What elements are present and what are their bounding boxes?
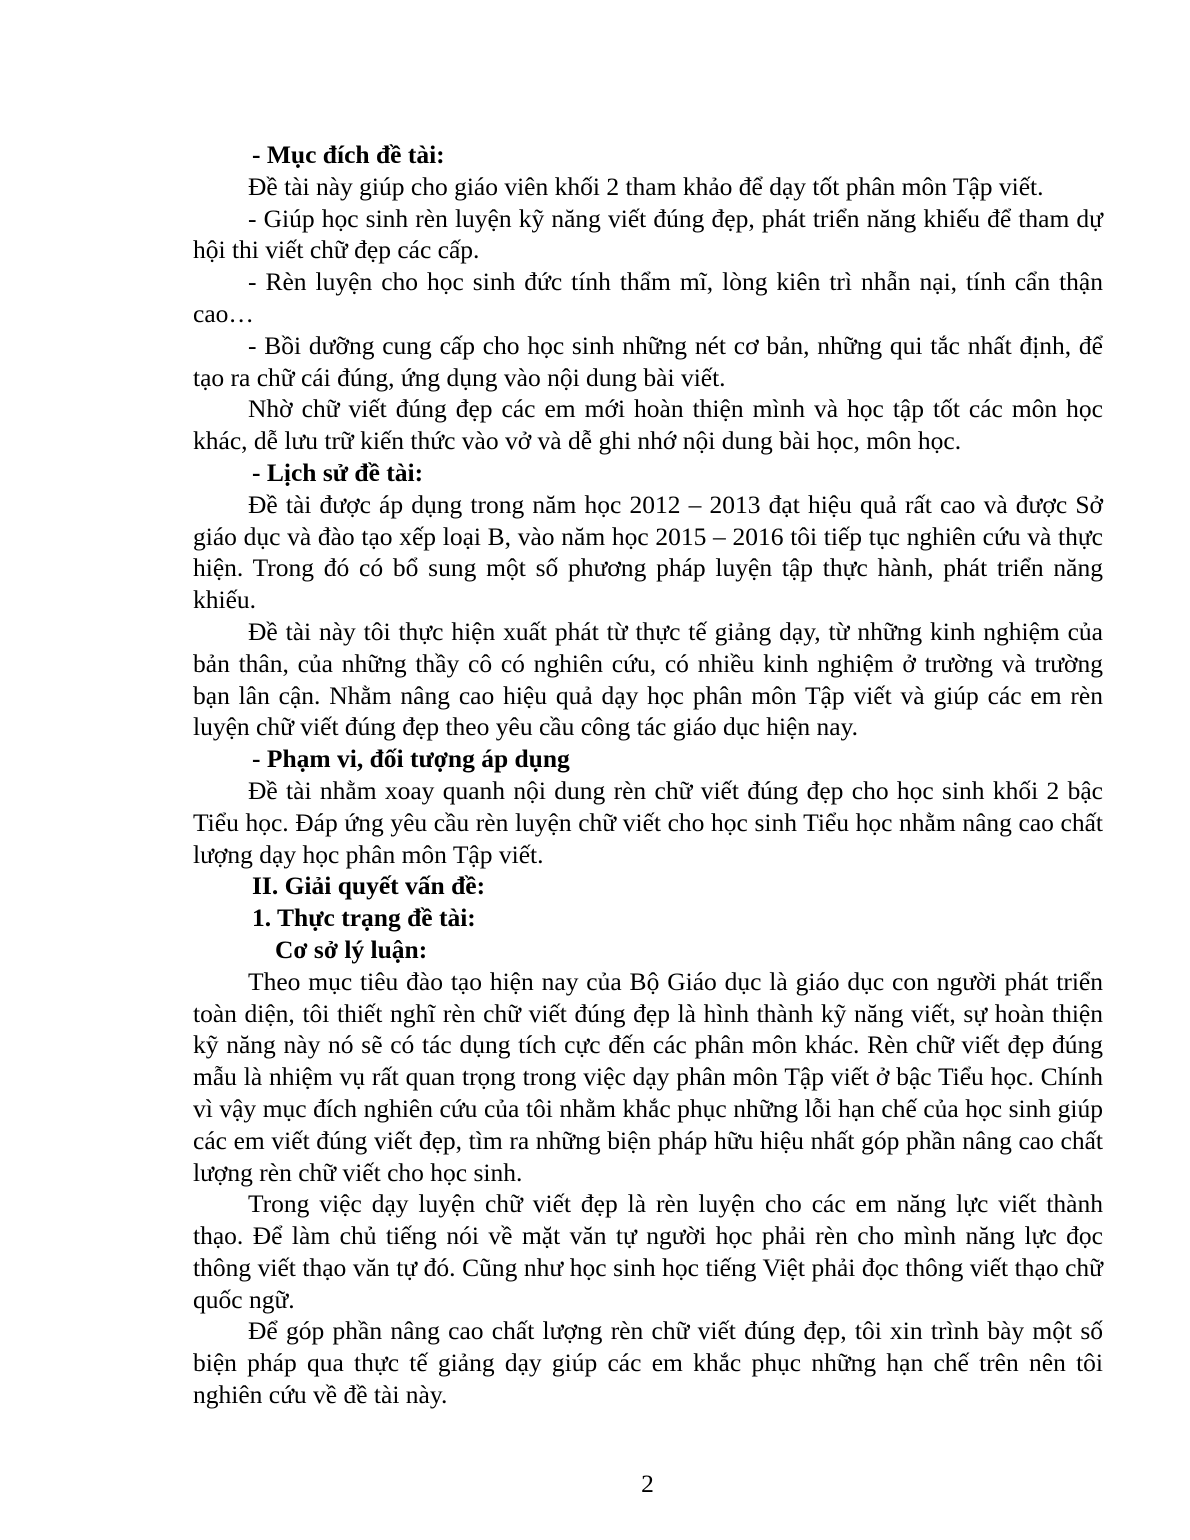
paragraph: Nhờ chữ viết đúng đẹp các em mới hoàn thiện mình và học tập tốt các môn học khác, dễ lưu trữ kiến thức vào vở và dễ ghi nhớ nội dung bài học, môn học. [193,394,1103,456]
part-heading: II. Giải quyết vấn đề: [252,871,486,901]
paragraph: Trong việc dạy luyện chữ viết đẹp là rèn luyện cho các em năng lực viết thành thạo. Để làm chủ tiếng nói về mặt văn tự người học phải rèn cho mình năng lực đọc thông viết thạo văn tự đó. Cũng như học sinh học tiếng Việt phải đọc thông viết thạo chữ quốc ngữ. [193,1189,1103,1314]
paragraph: - Bồi dưỡng cung cấp cho học sinh những nét cơ bản, những qui tắc nhất định, để tạo ra chữ cái đúng, ứng dụng vào nội dung bài viết. [193,330,1103,392]
paragraph: - Giúp học sinh rèn luyện kỹ năng viết đúng đẹp, phát triển năng khiếu để tham dự hội thi viết chữ đẹp các cấp. [193,203,1103,265]
paragraph: Đề tài được áp dụng trong năm học 2012 – 2013 đạt hiệu quả rất cao và được Sở giáo dục và đào tạo xếp loại B, vào năm học 2015 – 2016 tôi tiếp tục nghiên cứu và thực hiện. Trong đó có bổ sung một số phương pháp luyện tập thực hành, phát triển năng khiếu. [193,489,1103,615]
subsection-heading: 1. Thực trạng đề tài: [252,903,476,933]
paragraph: Đề tài này giúp cho giáo viên khối 2 tham khảo để dạy tốt phân môn Tập viết. [248,171,1044,201]
paragraph: - Rèn luyện cho học sinh đức tính thẩm mĩ, lòng kiên trì nhẫn nại, tính cẩn thận cao… [193,267,1103,328]
paragraph: Đề tài nhằm xoay quanh nội dung rèn chữ viết đúng đẹp cho học sinh khối 2 bậc Tiểu học. Đáp ứng yêu cầu rèn luyện chữ viết cho học sinh Tiểu học nhằm nâng cao chất lượng dạy học phân môn Tập viết. [193,775,1103,869]
paragraph: Theo mục tiêu đào tạo hiện nay của Bộ Giáo dục là giáo dục con người phát triển toàn diện, tôi thiết nghĩ rèn chữ viết đúng đẹp là hình thành kỹ năng viết, sự hoàn thiện kỹ năng này nó sẽ có tác dụng tích cực đến các phân môn khác. Rèn chữ viết đẹp đúng mẫu là nhiệm vụ rất quan trọng trong việc dạy phân môn Tập viết ở bậc Tiểu học. Chính vì vậy mục đích nghiên cứu của tôi nhằm khắc phục những lỗi hạn chế của học sinh giúp các em viết đúng viết đẹp, tìm ra những biện pháp hữu hiệu nhất góp phần nâng cao chất lượng rèn chữ viết cho học sinh. [193,966,1103,1187]
document-body [193,139,1103,1411]
subsubsection-heading: Cơ sở lý luận: [275,934,428,964]
section-heading-history: - Lịch sử đề tài: [252,457,424,487]
section-heading-purpose: - Mục đích đề tài: [252,140,445,169]
paragraph: Để góp phần nâng cao chất lượng rèn chữ viết đúng đẹp, tôi xin trình bày một số biện pháp qua thực tế giảng dạy giúp các em khắc phục những hạn chế trên nên tôi nghiên cứu về đề tài này. [193,1316,1103,1410]
paragraph: Đề tài này tôi thực hiện xuất phát từ thực tế giảng dạy, từ những kinh nghiệm của bản thân, của những thầy cô có nghiên cứu, có nhiều kinh nghiệm ở trường và trường bạn lân cận. Nhằm nâng cao hiệu quả dạy học phân môn Tập viết và giúp các em rèn luyện chữ viết đúng đẹp theo yêu cầu công tác giáo dục hiện nay. [193,616,1103,742]
section-heading-scope: - Phạm vi, đối tượng áp dụng [252,744,570,774]
page-number: 2 [641,1469,654,1498]
